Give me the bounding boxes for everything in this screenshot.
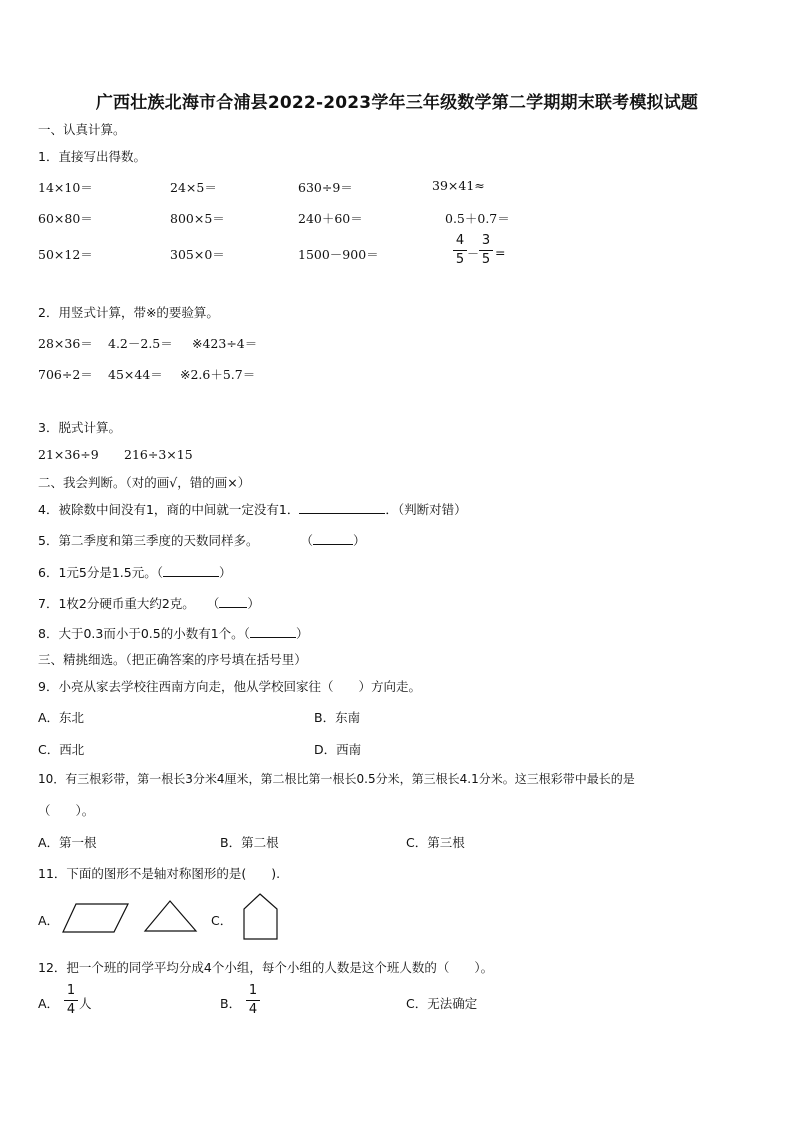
- section-heading-1: 一、认真计算。: [38, 122, 126, 137]
- section-heading-2: 二、我会判断。（对的画√，错的画×）: [38, 475, 251, 490]
- parallelogram-shape[interactable]: [62, 902, 130, 934]
- paren-open: （: [206, 596, 220, 611]
- fraction-one-quarter: [246, 983, 260, 1018]
- answer-blank[interactable]: [299, 501, 385, 514]
- paren-close: ）: [352, 533, 366, 548]
- calc-item: 24×5＝: [170, 180, 217, 195]
- calc-item: 1500－900＝: [298, 247, 379, 262]
- paren-open: （: [243, 626, 250, 641]
- fraction-denominator: 4: [66, 1002, 76, 1017]
- equals-sign: =: [495, 245, 506, 260]
- question-7: [38, 594, 260, 612]
- question-suffix: ．（判断对错）: [385, 502, 467, 517]
- option-c[interactable]: C．无法确定: [406, 996, 478, 1011]
- calc-item: 630÷9＝: [298, 180, 353, 195]
- calc-item: 800×5＝: [170, 211, 225, 226]
- question-2-title: 2．用竖式计算，带※的要验算。: [38, 305, 219, 320]
- option-a-label[interactable]: A．: [38, 996, 60, 1011]
- option-b-label[interactable]: B．: [220, 996, 242, 1011]
- answer-blank[interactable]: [313, 532, 353, 545]
- fraction-numerator: 1: [248, 983, 258, 998]
- option-c-label[interactable]: C．: [211, 913, 233, 928]
- option-b[interactable]: B．东南: [314, 710, 361, 725]
- triangle-shape[interactable]: [143, 899, 199, 934]
- page-title: 广西壮族北海市合浦县2022-2023学年三年级数学第二学期期末联考模拟试题: [95, 93, 699, 113]
- question-10: 10．有三根彩带，第一根长3分米4厘米，第二根比第一根长0.5分米，第三根长4.1分米。这三根彩带中最长的是: [38, 772, 635, 786]
- paren-close: ）: [247, 596, 260, 611]
- option-b[interactable]: B．第二根: [220, 835, 279, 850]
- question-12: 12．把一个班的同学平均分成4个小组，每个小组的人数是这个班人数的（ ）。: [38, 960, 494, 975]
- question-8: [38, 624, 308, 642]
- option-a-label[interactable]: A．: [38, 913, 60, 928]
- calc-item: ※423÷4＝: [192, 336, 258, 351]
- paren-close: ）: [295, 626, 309, 641]
- question-text: 7．1枚2分硬币重大约2克。: [38, 596, 195, 611]
- option-a[interactable]: A．东北: [38, 710, 85, 725]
- option-c[interactable]: C．西北: [38, 742, 85, 757]
- fraction-numerator: 1: [66, 983, 76, 998]
- option-d[interactable]: D．西南: [314, 742, 362, 757]
- fraction-four-fifths: [453, 233, 467, 268]
- calc-item: 28×36＝: [38, 336, 93, 351]
- question-5: [38, 531, 366, 549]
- fraction-three-fifths: [479, 233, 493, 268]
- question-1-title: 1．直接写出得数。: [38, 149, 146, 164]
- question-11: 11．下面的图形不是轴对称图形的是( ).: [38, 866, 281, 881]
- calc-item: 706÷2＝: [38, 367, 93, 382]
- calc-item: 240＋60＝: [298, 211, 363, 226]
- question-10-cont: （ ）。: [38, 803, 95, 818]
- calc-item: 50×12＝: [38, 247, 93, 262]
- fraction-denominator: 5: [481, 252, 491, 267]
- unit-label: 人: [79, 996, 92, 1011]
- fraction-numerator: 4: [455, 233, 465, 248]
- calc-item: ※2.6＋5.7＝: [180, 367, 256, 382]
- answer-blank[interactable]: [250, 625, 296, 638]
- question-text: 5．第二季度和第三季度的天数同样多。: [38, 533, 259, 548]
- pentagon-house-shape[interactable]: [239, 892, 281, 942]
- fraction-denominator: 5: [455, 252, 465, 267]
- option-a[interactable]: A．第一根: [38, 835, 97, 850]
- paren-close: ）: [219, 565, 232, 580]
- calc-item: 45×44＝: [108, 367, 163, 382]
- question-9: 9．小亮从家去学校往西南方向走，他从学校回家往（ ）方向走。: [38, 679, 421, 694]
- question-3-title: 3．脱式计算。: [38, 420, 121, 435]
- option-c[interactable]: C．第三根: [406, 835, 465, 850]
- question-6: [38, 563, 232, 581]
- calc-item: 60×80＝: [38, 211, 93, 226]
- fraction-one-quarter: [64, 983, 78, 1018]
- calc-item: 4.2－2.5＝: [108, 336, 173, 351]
- question-4: [38, 500, 467, 518]
- calc-item: 0.5＋0.7＝: [445, 211, 510, 226]
- calc-item: 305×0＝: [170, 247, 225, 262]
- question-text: 6．1元5分是1.5元。: [38, 565, 157, 580]
- calc-item: 21×36÷9: [38, 447, 99, 462]
- fraction-numerator: 3: [481, 233, 491, 248]
- calc-item: 39×41≈: [432, 178, 485, 193]
- minus-sign: －: [467, 247, 480, 261]
- question-text: 4．被除数中间没有1，商的中间就一定没有1．: [38, 502, 300, 517]
- question-text: 8．大于0.3而小于0.5的小数有1个。: [38, 626, 244, 641]
- paren-open: （: [156, 565, 164, 580]
- calc-item: 14×10＝: [38, 180, 93, 195]
- calc-item: 216÷3×15: [124, 447, 193, 462]
- answer-blank[interactable]: [219, 595, 247, 608]
- fraction-denominator: 4: [248, 1002, 258, 1017]
- section-heading-3: 三、精挑细选。（把正确答案的序号填在括号里）: [38, 652, 307, 667]
- answer-blank[interactable]: [163, 564, 219, 577]
- paren-open: （: [300, 533, 313, 548]
